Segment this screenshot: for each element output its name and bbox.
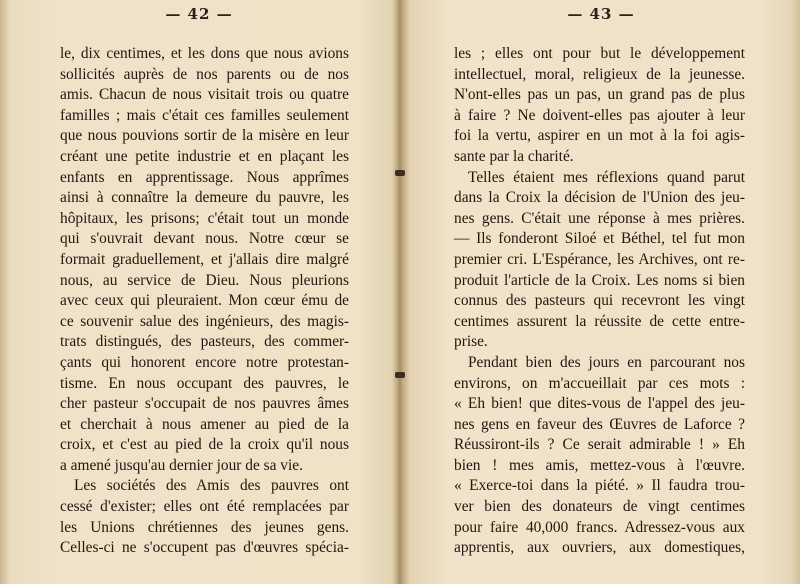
text-line: Les sociétés des Amis des pauvres ont: [74, 477, 349, 495]
binding-staple-bottom: [395, 372, 405, 378]
text-line: foi la vertu, aspirer en un mot à la foi agis-: [454, 127, 745, 145]
text-line: pour faire 40,000 francs. Adressez-vous aux: [454, 518, 745, 536]
text-line: amis. Chacun de nous visitait trois ou quatre: [60, 86, 349, 104]
text-line: cher pasteur s'occupait de nos pauvres âmes: [60, 395, 349, 413]
text-line: ainsi à connaître la demeure du pauvre, les: [60, 189, 349, 207]
text-line: enfants en apprentissage. Nous apprîmes: [60, 168, 349, 186]
text-line: Réussiront-ils ? Ce serait admirable ! » Eh: [454, 436, 745, 454]
right-page-number: — 43 —: [567, 5, 635, 23]
text-line: apprentis, aux ouvriers, aux domestiques,: [454, 539, 745, 557]
text-line: à faire ? Ne doivent-elles pas ajouter à leur: [454, 106, 745, 124]
text-line: dans la Croix la décision de l'Union des jeu-: [454, 189, 745, 207]
text-line: hôpitaux, les prisons; c'était tout un monde: [60, 209, 349, 227]
text-line: les Unions chrétiennes des jeunes gens.: [60, 518, 349, 536]
text-line: « Exerce-toi dans la piété. » Il faudra trou-: [454, 477, 745, 495]
text-line: environs, on m'accueillait par ces mots :: [454, 374, 745, 392]
text-line: Pendant bien des jours en parcourant nos: [468, 353, 745, 371]
text-line: premier cri. L'Espérance, les Archives, ont re-: [454, 250, 745, 268]
text-line: sollicités auprès de nos parents ou de nos: [60, 65, 349, 83]
left-page: [0, 0, 398, 584]
left-page-text: [60, 44, 349, 559]
text-line: a amené jusqu'au dernier jour de sa vie.: [60, 456, 303, 474]
text-line: Celles-ci ne s'occupent pas d'œuvres spécia-: [60, 539, 349, 557]
text-line: prise.: [454, 333, 488, 351]
text-line: Telles étaient mes réflexions quand parut: [468, 168, 745, 186]
text-line: avec ceux qui pleuraient. Mon cœur ému de: [60, 292, 349, 310]
text-line: que nous pouvions sortir de la misère en leur: [60, 127, 349, 145]
text-line: formait graduellement, et j'allais dire malgré: [60, 250, 349, 268]
text-line: produit l'article de la Croix. Les noms si bien: [454, 271, 745, 289]
text-line: centimes assurent la réussite de cette entre-: [454, 312, 745, 330]
text-line: trats distingués, des pasteurs, des commer-: [60, 333, 349, 351]
binding-staple-top: [395, 170, 405, 176]
text-line: et cherchait à nous amener au pied de la: [60, 415, 349, 433]
text-line: N'ont-elles pas un pas, un grand pas de plus: [454, 86, 745, 104]
text-line: çants qui honorent encore notre protestan-: [60, 353, 349, 371]
left-page-number: — 42 —: [165, 5, 233, 23]
text-line: ce souvenir salue des ingénieurs, des magis-: [60, 312, 349, 330]
text-line: qui s'ouvrait devant nous. Notre cœur se: [60, 230, 349, 248]
text-line: — Ils fonderont Siloé et Béthel, tel fut mon: [454, 230, 745, 248]
text-line: créant une petite industrie et en plaçant les: [60, 147, 349, 165]
text-line: nes gens en faveur des Œuvres de Laforce ?: [454, 415, 745, 433]
right-page: [402, 0, 800, 584]
text-line: intellectuel, moral, religieux de la jeunesse.: [454, 65, 745, 83]
text-line: tisme. En nous occupant des pauvres, le: [60, 374, 349, 392]
text-line: nous, au service de Dieu. Nous pleurions: [60, 271, 349, 289]
text-line: connus des pasteurs qui recevront les vingt: [454, 292, 745, 310]
text-line: nes gens. C'était une réponse à mes prières.: [454, 209, 745, 227]
text-line: cessé d'exister; elles ont été remplacées par: [60, 498, 349, 516]
text-line: « Eh bien! que dites-vous de l'appel des jeu-: [454, 395, 745, 413]
text-line: les ; elles ont pour but le développement: [454, 45, 745, 62]
text-line: le, dix centimes, et les dons que nous avions: [60, 45, 349, 62]
text-line: familles ; mais c'était ces familles seulement: [60, 106, 349, 124]
right-page-text: [454, 44, 745, 559]
text-line: sante par la charité.: [454, 147, 574, 165]
text-line: croix, et c'est au pied de la croix qu'il nous: [60, 436, 349, 454]
text-line: bien ! mes amis, mettez-vous à l'œuvre.: [454, 456, 745, 474]
text-line: ver bien des donateurs de vingt centimes: [454, 498, 745, 516]
